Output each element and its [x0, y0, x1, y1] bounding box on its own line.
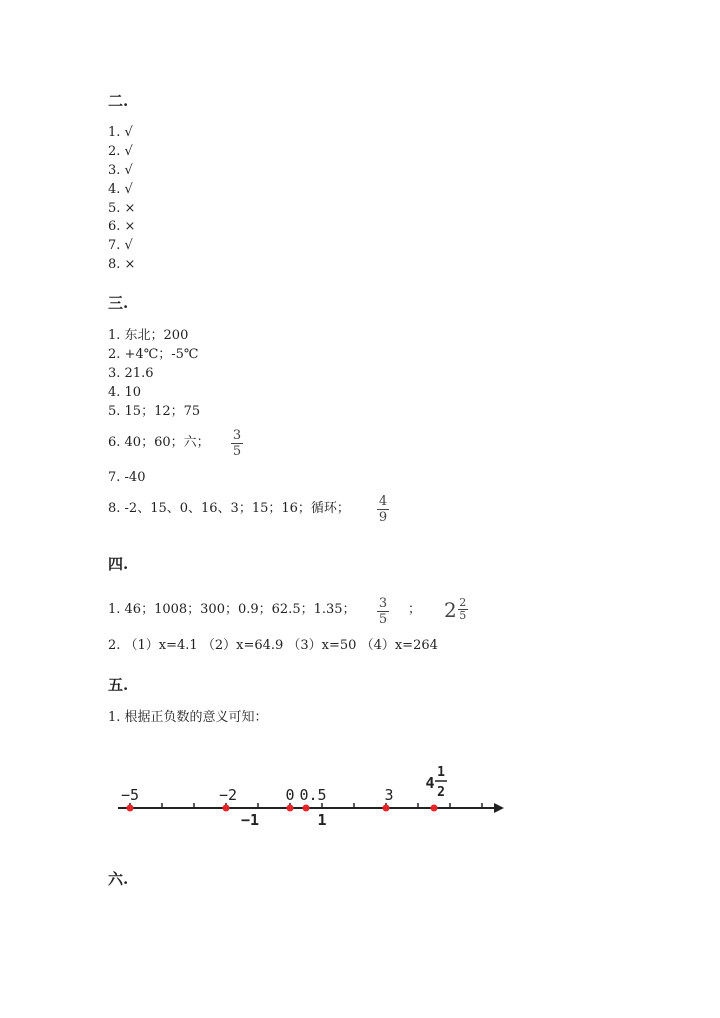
number-line-point	[223, 805, 230, 812]
s4-mixed-number	[444, 596, 468, 622]
fraction-denominator: 5	[378, 612, 388, 627]
fraction-numerator: 3	[378, 596, 388, 611]
s2-item-4: 4. √	[108, 182, 133, 197]
s4-item-1: 1. 46；1008；300；0.9；62.5；1.35；	[108, 602, 356, 617]
number-line-point	[383, 805, 390, 812]
label-neg5: −5	[120, 786, 140, 804]
mixed-fraction	[458, 597, 468, 622]
section-4-heading: 四.	[108, 555, 129, 573]
s2-item-3: 3. √	[108, 163, 133, 178]
s4-separator: ；	[408, 602, 422, 617]
label-3: 3	[384, 786, 394, 804]
s2-item-2: 2. √	[108, 144, 133, 159]
section-6-heading: 六.	[108, 870, 129, 888]
fraction-denominator: 5	[232, 444, 242, 459]
s3-item-7: 7. -40	[108, 470, 146, 485]
fraction-denominator: 9	[378, 510, 388, 525]
number-line-point	[127, 805, 134, 812]
s2-item-1: 1. √	[108, 125, 133, 140]
number-line-arrow	[494, 803, 504, 813]
s3-item-2: 2. +4℃；-5℃	[108, 347, 199, 362]
s3-item-4: 4. 10	[108, 385, 142, 400]
label-mixed-den: 2	[437, 785, 445, 800]
s2-item-5: 5. ×	[108, 201, 136, 216]
s3-fraction-6	[230, 428, 244, 459]
number-line-point	[303, 805, 310, 812]
number-line-point	[287, 805, 294, 812]
s2-item-7: 7. √	[108, 238, 133, 253]
label-1: 1	[317, 811, 327, 829]
label-mixed-num: 1	[437, 765, 445, 780]
section-5-heading: 五.	[108, 676, 129, 694]
s3-item-3: 3. 21.6	[108, 366, 154, 381]
mixed-denominator: 5	[459, 609, 467, 622]
label-neg2: −2	[218, 786, 238, 804]
mixed-whole: 2	[444, 597, 457, 622]
s4-item-2: 2. （1）x=4.1 （2）x=64.9 （3）x=50 （4）x=264	[108, 638, 438, 653]
s3-item-6: 6. 40；60；六；	[108, 435, 210, 450]
label-0-5: 0.5	[299, 786, 327, 804]
fraction-numerator: 4	[378, 494, 388, 509]
section-2-heading: 二.	[108, 92, 129, 110]
s3-item-1: 1. 东北；200	[108, 328, 189, 343]
s2-item-6: 6. ×	[108, 219, 136, 234]
label-mixed-whole: 4	[425, 774, 435, 792]
s3-fraction-8	[376, 494, 390, 525]
label-neg1: −1	[240, 811, 260, 829]
mixed-numerator: 2	[459, 596, 467, 609]
number-line-point	[431, 805, 438, 812]
label-0: 0	[285, 786, 295, 804]
s5-item-1: 1. 根据正负数的意义可知：	[108, 710, 268, 725]
s3-item-5: 5. 15；12；75	[108, 404, 201, 419]
s3-item-8: 8. -2、15、0、16、3；15；16；循环；	[108, 501, 350, 516]
number-line	[0, 758, 720, 858]
s4-fraction	[376, 596, 390, 627]
fraction-numerator: 3	[232, 428, 242, 443]
s2-item-8: 8. ×	[108, 257, 136, 272]
section-3-heading: 三.	[108, 294, 129, 312]
